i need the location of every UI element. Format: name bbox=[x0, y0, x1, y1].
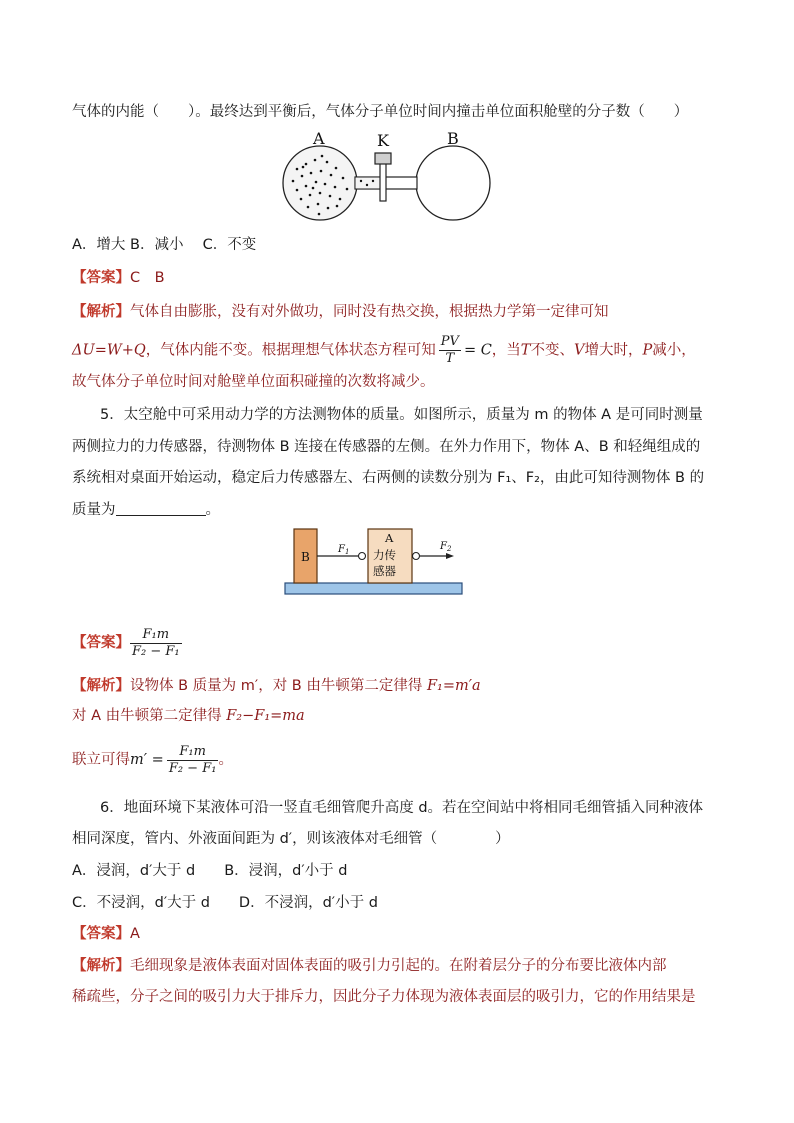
fraction-denominator: F₂ − F₁ bbox=[168, 760, 217, 776]
var-v: V bbox=[573, 342, 585, 359]
var-t: T bbox=[520, 342, 531, 359]
analysis-end: 。 bbox=[218, 752, 233, 768]
analysis-tag: 【解析】 bbox=[72, 958, 130, 974]
answer-tag: 【答案】 bbox=[72, 926, 130, 942]
q6-options-ab: A．浸润，d′大于 d B．浸润，d′小于 d bbox=[72, 863, 348, 879]
q6-options-cd: C．不浸润，d′大于 d D．不浸润，d′小于 d bbox=[72, 895, 378, 911]
fraction-numerator: F₁m bbox=[179, 743, 206, 759]
q5-analysis-3 bbox=[72, 742, 233, 778]
f1-subscript: 1 bbox=[344, 548, 350, 556]
f1-label bbox=[337, 544, 349, 556]
analysis-tag: 【解析】 bbox=[72, 304, 130, 320]
result-fraction bbox=[167, 744, 219, 777]
analysis-text: 不变、 bbox=[530, 342, 574, 359]
q4-options: A．增大 B．减小 C．不变 bbox=[72, 237, 257, 253]
formula-newton-a: F₂−F₁=ma bbox=[226, 708, 305, 724]
answer-fraction bbox=[130, 627, 182, 660]
analysis-text: 减小， bbox=[652, 342, 696, 359]
formula-c: = C bbox=[463, 342, 492, 359]
block-a-label: A bbox=[385, 531, 394, 545]
block-b-label: B bbox=[301, 550, 310, 564]
fraction-denominator: T bbox=[439, 350, 461, 367]
q6-line-2: 相同深度，管内、外液面间距为 d′，则该液体对毛细管（ ） bbox=[72, 831, 510, 847]
q5-line-4 bbox=[72, 500, 220, 520]
label-a: A bbox=[313, 129, 325, 148]
block-a-label-3: 感器 bbox=[373, 564, 396, 578]
q5-answer bbox=[72, 625, 182, 661]
fraction-pv-t bbox=[439, 334, 461, 367]
q5-line-2: 两侧拉力的力传感器，待测物体 B 连接在传感器的左侧。在外力作用下，物体 A、B 和轻绳组成的 bbox=[72, 439, 701, 455]
q6-line-1: 6．地面环境下某液体可沿一竖直毛细管爬升高度 d。若在空间站中将相同毛细管插入同种液体 bbox=[100, 800, 704, 816]
formula-energy: ΔU=W+Q bbox=[72, 342, 146, 359]
analysis-text: ，当 bbox=[491, 342, 521, 359]
fraction-denominator: F₂ − F₁ bbox=[132, 643, 180, 659]
analysis-text: 增大时， bbox=[584, 342, 643, 359]
figure-gas-spheres bbox=[275, 126, 500, 226]
q6-analysis-2: 稀疏些，分子之间的吸引力大于排斥力，因此分子力体现为液体表面层的吸引力，它的作用结果是 bbox=[72, 989, 696, 1005]
analysis-text: 设物体 B 质量为 m′，对 B 由牛顿第二定律得 bbox=[130, 678, 427, 694]
f1-symbol: F bbox=[338, 544, 345, 555]
q4-answer bbox=[72, 268, 165, 288]
answer-tag: 【答案】 bbox=[72, 270, 130, 286]
q5-line-4-end: 。 bbox=[205, 502, 220, 518]
analysis-text: 对 A 由牛顿第二定律得 bbox=[72, 708, 227, 724]
var-p: P bbox=[642, 342, 653, 359]
q4-analysis-2 bbox=[72, 334, 696, 367]
fraction-numerator: F₁m bbox=[142, 626, 170, 642]
analysis-text: 毛细现象是液体表面对固体表面的吸引力引起的。在附着层分子的分布要比液体内部 bbox=[130, 958, 667, 974]
q4-analysis-3: 故气体分子单位时间对舱壁单位面积碰撞的次数将减少。 bbox=[72, 374, 435, 390]
label-b: B bbox=[447, 129, 459, 148]
f2-subscript: 2 bbox=[446, 545, 452, 553]
label-k: K bbox=[377, 131, 389, 150]
f2-symbol: F bbox=[440, 541, 447, 552]
figure-force-sensor bbox=[282, 522, 467, 598]
answer-value: C B bbox=[130, 270, 165, 286]
q5-analysis-1 bbox=[72, 676, 481, 696]
answer-value: A bbox=[130, 926, 140, 942]
q6-answer bbox=[72, 924, 140, 944]
analysis-tag: 【解析】 bbox=[72, 678, 130, 694]
q5-line-4-text: 质量为 bbox=[72, 502, 116, 518]
answer-tag: 【答案】 bbox=[72, 635, 130, 651]
q6-analysis-1 bbox=[72, 956, 667, 976]
formula-newton-b: F₁=m′a bbox=[426, 678, 481, 694]
intro-line: 气体的内能（ ）。最终达到平衡后，气体分子单位时间内撞击单位面积舱壁的分子数（ ） bbox=[72, 104, 689, 120]
analysis-text: 气体自由膨胀，没有对外做功，同时没有热交换，根据热力学第一定律可知 bbox=[130, 304, 609, 320]
fraction-numerator: PV bbox=[440, 334, 459, 349]
analysis-text: 联立可得 bbox=[72, 752, 130, 768]
answer-blank bbox=[116, 501, 206, 516]
q5-analysis-2 bbox=[72, 706, 305, 726]
formula-result-lhs: m′ = bbox=[130, 752, 164, 768]
block-a-label-2: 力传 bbox=[373, 548, 396, 562]
f2-label bbox=[439, 541, 452, 553]
analysis-text: ，气体内能不变。根据理想气体状态方程可知 bbox=[145, 342, 436, 359]
q4-analysis-1 bbox=[72, 302, 609, 322]
q5-line-1: 5．太空舱中可采用动力学的方法测物体的质量。如图所示，质量为 m 的物体 A 是可同时测量 bbox=[100, 407, 703, 423]
q5-line-3: 系统相对桌面开始运动，稳定后力传感器左、右两侧的读数分别为 F₁、F₂，由此可知待测物体 B 的 bbox=[72, 470, 705, 486]
